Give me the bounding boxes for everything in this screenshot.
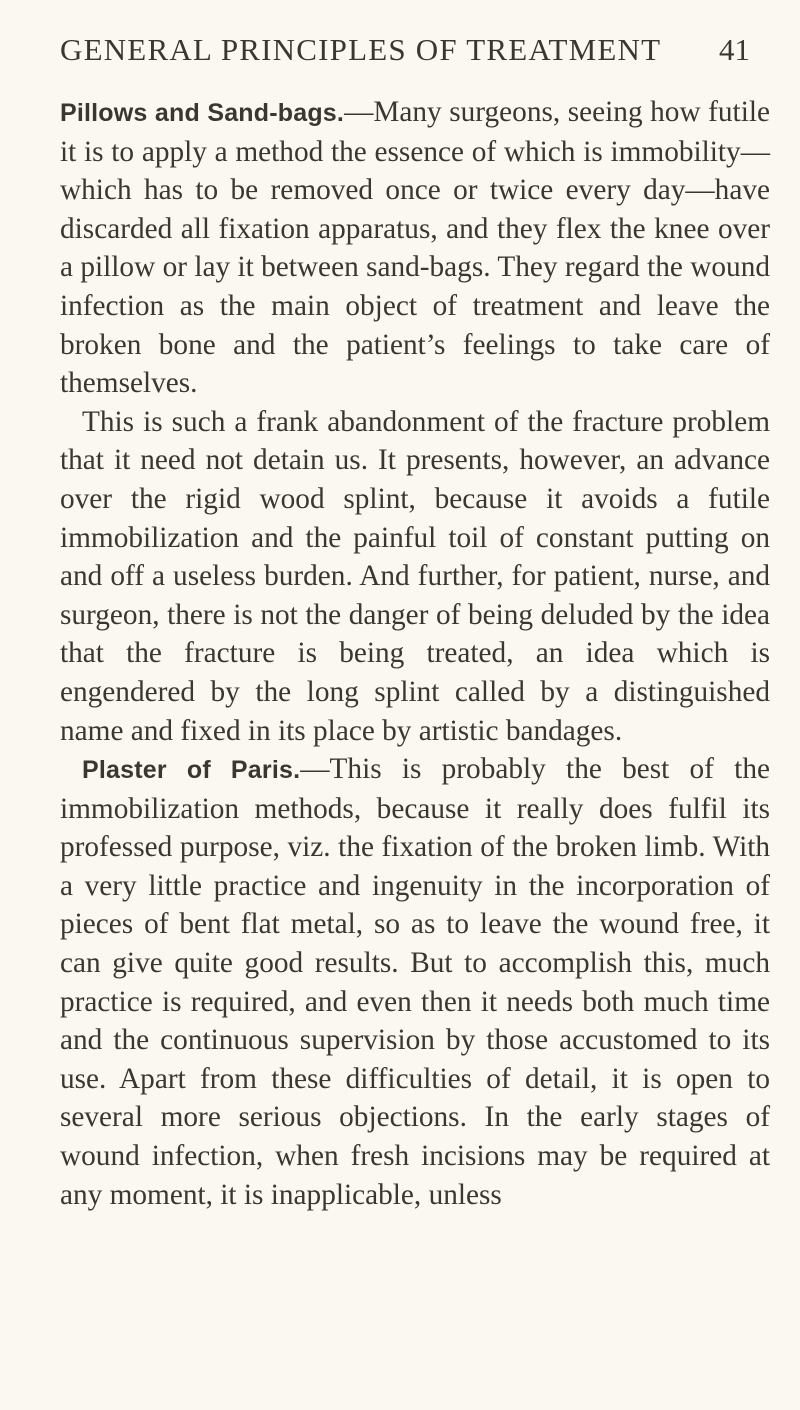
paragraph-text: —This is probably the best of the immobilization methods, because it really does fulfil its professed purpose, viz. the fixation of the broken limb. With a very little practice and ingenuity in the incorporation of pieces of bent flat metal, so as to leave the wound free, it can give quite good results. But to accomplish this, much practice is required, and even then it needs both much time and the continuous supervision by those accustomed to its use. Apart from these difficulties of detail, it is open to several more serious objections. In the early stages of wound infection, when fresh incisions may be required at any moment, it is inapplicable, unless [60,753,770,1211]
page-number: 41 [719,32,750,67]
section-heading-pillows-and-sand-bags: Pillows and Sand-bags. [60,99,345,127]
section-heading-plaster-of-paris: Plaster of Paris. [82,756,301,785]
paragraph-frank-abandonment [60,403,770,750]
paragraph-text: This is such a frank abandonment of the fracture problem that it need not detain us. It presents, however, an advance over the rigid wood splint, because it avoids a futile immobilization and the painful toil of constant putting on and off a useless burden. And further, for patient, nurse, and surgeon, there is not the danger of being deluded by the idea that the fracture is being treated, an idea which is engendered by the long splint called by a distinguished name and fixed in its place by artistic bandages. [60,405,770,747]
running-title: GENERAL PRINCIPLES OF TREATMENT [60,32,662,67]
body-text [60,93,770,1214]
paragraph-pillows-and-sand-bags [60,93,770,403]
paragraph-text: —Many surgeons, seeing how futile it is to apply a method the essence of which is immobility—which has to be removed once or twice every day—have discarded all fixation apparatus, and they flex the knee over a pillow or lay it between sand-bags. They regard the wound infection as the main object of treatment and leave the broken bone and the patient’s feelings to take care of themselves. [60,96,770,400]
running-header [60,30,750,74]
paragraph-plaster-of-paris [60,750,770,1214]
